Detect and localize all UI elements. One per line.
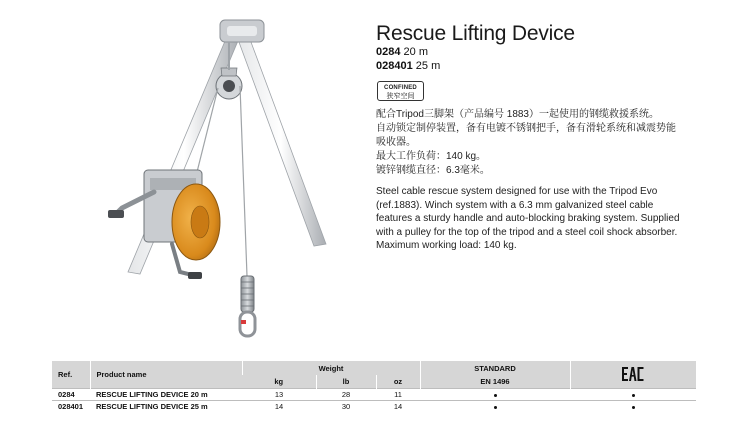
cell-ref: 028401 xyxy=(52,401,90,413)
variant-ref: 0284 xyxy=(376,46,401,58)
cell-oz: 11 xyxy=(376,389,420,401)
header-ref: Ref. xyxy=(52,361,90,389)
badge-label-en: CONFINED xyxy=(384,85,417,91)
cell-eac xyxy=(570,401,696,413)
header-oz: oz xyxy=(376,375,420,389)
variant-length: 20 m xyxy=(403,46,429,58)
compliance-dot-icon xyxy=(632,406,635,409)
cell-kg: 14 xyxy=(242,401,316,413)
compliance-dot-icon xyxy=(494,406,497,409)
cell-en-1496 xyxy=(420,389,570,401)
header-product-name: Product name xyxy=(90,361,242,389)
description-line: 自动锁定制停装置，备有电镀不锈钢把手，备有滑轮系统和减震势能 xyxy=(376,123,676,134)
description-line: 最大工作负荷：140 kg。 xyxy=(376,151,487,162)
description-line: (ref.1883). Winch system with a 6.3 mm galvanized steel cable xyxy=(376,199,654,211)
rescue-lifting-device-image xyxy=(100,14,350,344)
description-line: features a sturdy handle and auto-blocking braking system. Supplied xyxy=(376,213,680,224)
cell-ref: 0284 xyxy=(52,389,90,401)
table-row xyxy=(52,401,696,413)
compliance-dot-icon xyxy=(632,394,635,397)
description-line: 吸收器。 xyxy=(376,137,416,148)
cell-lb: 28 xyxy=(316,389,376,401)
cell-product-name: RESCUE LIFTING DEVICE 20 m xyxy=(90,389,242,401)
header-standard: STANDARD xyxy=(420,361,570,375)
header-weight: Weight xyxy=(242,361,420,375)
header-lb: lb xyxy=(316,375,376,389)
confined-space-badge xyxy=(377,81,424,101)
compliance-dot-icon xyxy=(494,394,497,397)
eac-mark xyxy=(570,361,696,389)
description-line: 配合Tripod三脚架（产品编号 1883）一起使用的钢缆救援系统。 xyxy=(376,109,659,120)
cell-eac xyxy=(570,389,696,401)
description-line: Steel cable rescue system designed for use with the Tripod Evo xyxy=(376,186,658,197)
eac-logo-icon xyxy=(622,367,644,381)
badge-label-cn: 狭窄空间 xyxy=(386,93,415,100)
cell-en-1496 xyxy=(420,401,570,413)
description-english xyxy=(376,185,711,253)
description-chinese xyxy=(376,108,716,178)
table-row xyxy=(52,389,696,401)
header-kg: kg xyxy=(242,375,316,389)
description-line: with a pulley for the top of the tripod and a steel coil shock absorber. xyxy=(376,226,678,238)
product-title: Rescue Lifting Device xyxy=(376,22,575,45)
variant-length: 25 m xyxy=(415,60,441,72)
description-line: 镀锌钢缆直径：6.3毫米。 xyxy=(376,165,490,176)
description-line: Maximum working load: 140 kg. xyxy=(376,240,517,251)
cell-oz: 14 xyxy=(376,401,420,413)
cell-kg: 13 xyxy=(242,389,316,401)
cell-product-name: RESCUE LIFTING DEVICE 25 m xyxy=(90,401,242,413)
header-en-1496: EN 1496 xyxy=(420,375,570,389)
specification-table xyxy=(52,361,696,412)
variant-20m xyxy=(376,46,428,58)
cell-lb: 30 xyxy=(316,401,376,413)
table-header-row xyxy=(52,361,696,375)
variant-25m xyxy=(376,60,440,72)
variant-ref: 028401 xyxy=(376,60,413,72)
